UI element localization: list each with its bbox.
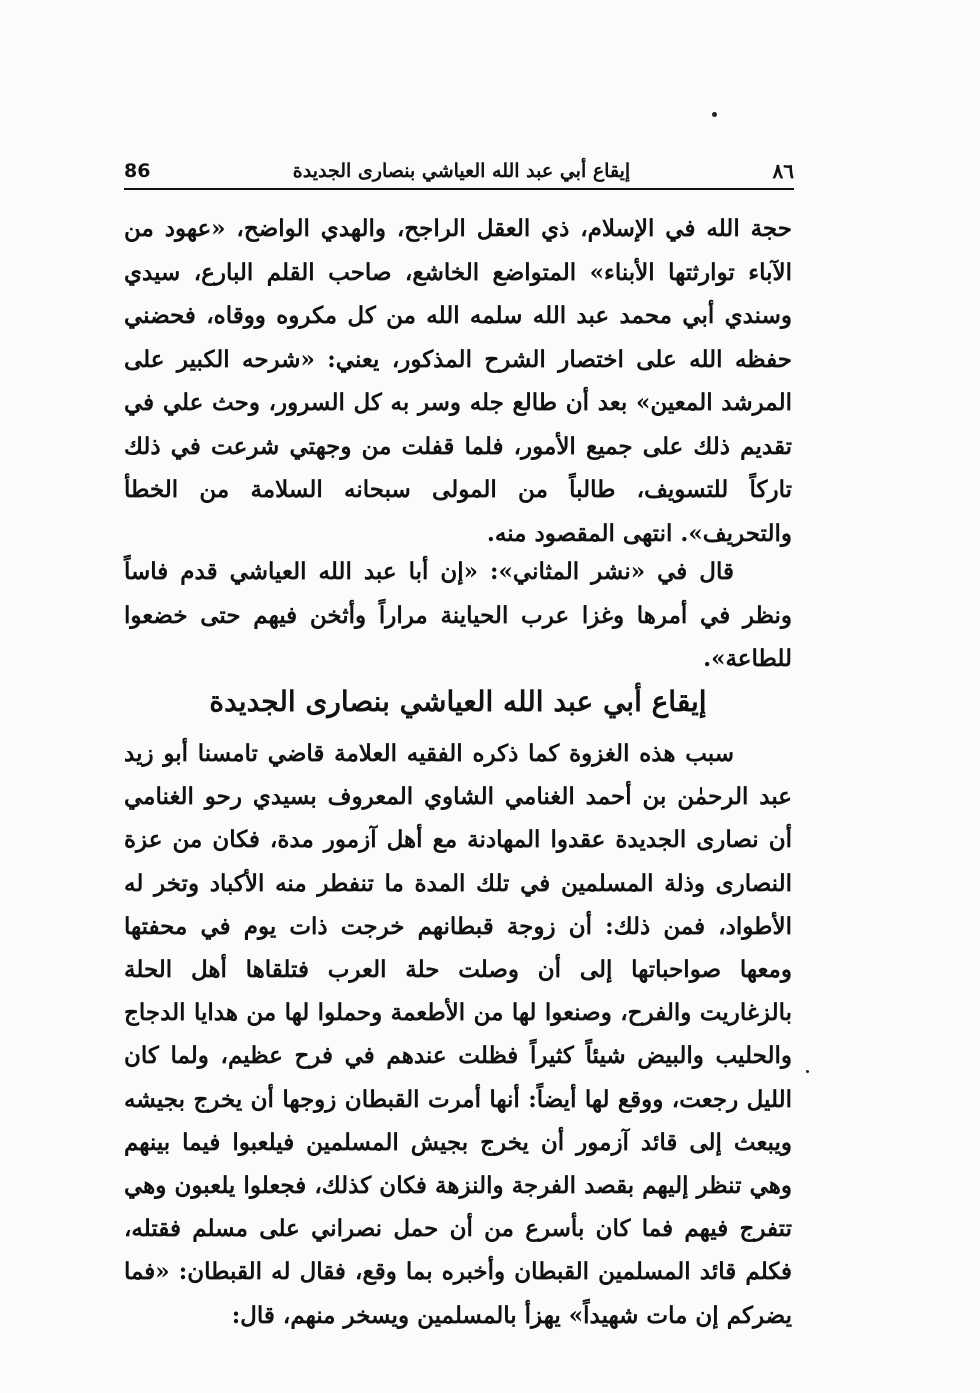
header-rule [124,188,794,190]
section-title: إيقاع أبي عبد الله العياشي بنصارى الجديدة [209,685,707,718]
running-header [124,156,794,186]
running-title: إيقاع أبي عبد الله العياشي بنصارى الجديدة [292,160,631,182]
ink-speck [806,1070,809,1073]
paragraph-2: قال في «نشر المثاني»: «إن أبا عبد الله العياشي قدم فاساً ونظر في أمرها وغزا عرب الحياينة مراراً وأثخن فيهم حتى خضعوا للطاعة». [124,558,792,672]
ink-speck [712,112,717,117]
page-number-latin: 86 [124,160,151,182]
page-number-arabic: ٨٦ [772,159,794,183]
paragraph-3: سبب هذه الغزوة كما ذكره الفقيه العلامة قاضي تامسنا أبو زيد عبد الرحمٰن بن أحمد الغنامي الشاوي المعروف بسيدي رحو الغنامي أن نصارى الجديدة عقدوا المهادنة مع أهل آزمور مدة، فكان من عزة النصارى وذلة المسلمين في تلك المدة ما تنفطر منه الأكباد وتخر له الأطواد، فمن ذلك: أن زوجة قبطانهم خرجت ذات يوم في محفتها ومعها صواحباتها إلى أن وصلت حلة العرب فتلقاها أهل الحلة بالزغاريت والفرح، وصنعوا لها من الأطعمة وحملوا لها من هدايا الدجاج والحليب والبيض شيئاً كثيراً فظلت عندهم في فرح عظيم، ولما كان الليل رجعت، ووقع لها أيضاً: أنها أمرت القبطان زوجها أن يخرج بجيشه ويبعث إلى قائد آزمور أن يخرج بجيش المسلمين فيلعبوا فيما بينهم وهي تنظر إليهم بقصد الفرجة والنزهة فكان كذلك، فجعلوا يلعبون وهي تتفرج فيهم فما كان بأسرع من أن حمل نصراني على مسلم فقتله، فكلم قائد المسلمين القبطان وأخبره بما وقع، فقال له القبطان: «فما يضركم إن مات شهيداً» يهزأ بالمسلمين ويسخر منهم، قال: [124,740,793,1329]
paragraph-1: حجة الله في الإسلام، ذي العقل الراجح، والهدي الواضح، «عهود من الآباء توارثتها الأبناء» المتواضع الخاشع، صاحب القلم البارع، سيدي وسندي أبي محمد عبد الله سلمه الله من كل مكروه ووقاه، فحضني حفظه الله على اختصار الشرح المذكور، يعني: «شرحه الكبير على المرشد المعين» بعد أن طالع جله وسر به كل السرور، وحث علي في تقديم ذلك على جميع الأمور، فلما قفلت من وجهتي شرعت في ذلك تاركاً للتسويف، طالباً من المولى سبحانه السلامة من الخطأ والتحريف». انتهى المقصود منه. [124,215,792,547]
